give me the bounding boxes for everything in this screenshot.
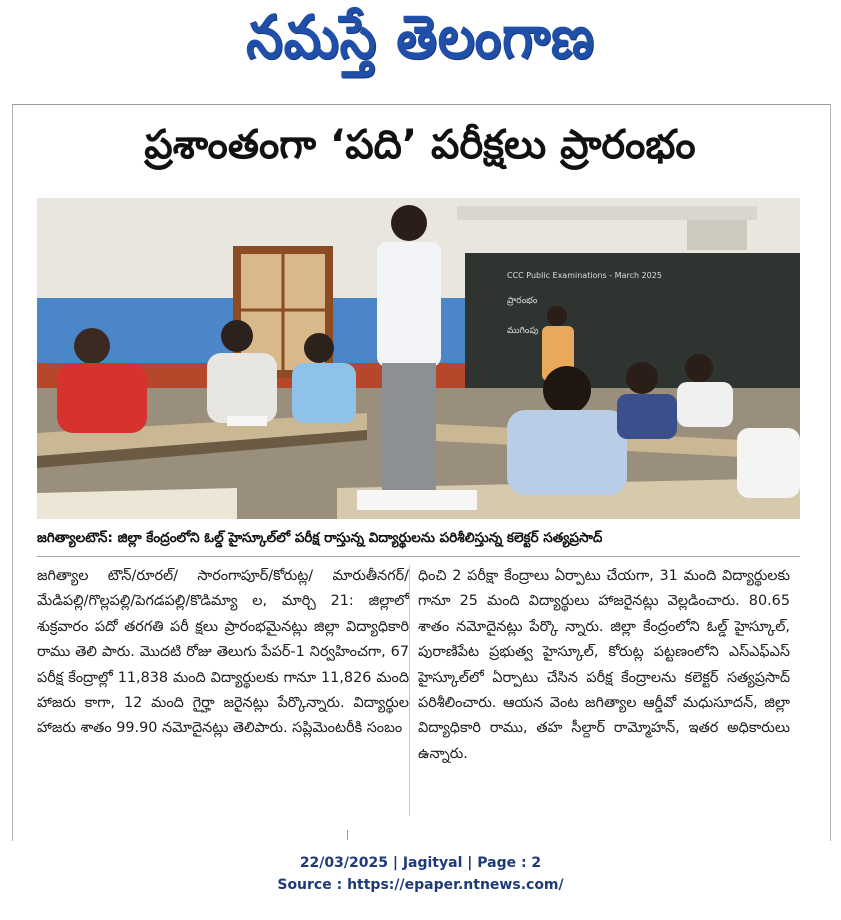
caption-text: జగిత్యాలటౌన్: జిల్లా కేంద్రంలోని ఓల్డ్ హైస్కూల్‌లో పరీక్ష రాస్తున్న విద్యార్థులను పరిశీలిస్తున్న కలెక్టర్ సత్యప్రసాద్: [37, 529, 603, 546]
footer-dateline: 22/03/2025 | Jagityal | Page : 2: [299, 855, 542, 871]
chalkboard-line-2: ప్రారంభం: [507, 296, 538, 306]
article-paragraph-2: ధించి 2 పరీక్షా కేంద్రాలు ఏర్పాటు చేయగా, 31 మంది విద్యార్థులకు గానూ 25 మంది విద్యార్థులు హాజరైనట్లు వెల్లడించారు. 80.65 శాతం నమోదైనట్లు పేర్కొ న్నారు. జిల్లా కేంద్రంలోని ఓల్డ్ హైస్కూల్, పురాణిపేట ప్రభుత్వ హైస్కూల్, కోరుట్ల పట్టణంలోని ఎస్ఎఫ్ఎస్ హైస్కూల్‌లో ఏర్పాటు చేసిన పరీక్ష కేంద్రాలను కలెక్టర్ సత్యప్రసాద్ పరిశీలించారు. ఆయన వెంట జగిత్యాల ఆర్డీవో మధుసూదన్, జిల్లా విద్యాధికారి రాము, తహ సీల్దార్ రామ్మోహన్, ఇతర అధికారులు ఉన్నారు.: [418, 568, 790, 762]
article-column-2: [418, 564, 790, 826]
article-paragraph-1: జగిత్యాల టౌన్/రూరల్/ సారంగాపూర్/కోరుట్ల/ మారుతీనగర్/మేడిపల్లి/గొల్లపల్లి/పెగడపల్లి/కొడిమ్యా ల, మార్చి 21: జిల్లాలో శుక్రవారం పదో తరగతి పరీ క్షలు ప్రారంభమైనట్లు జిల్లా విద్యాధికారి రాము తెలి పారు. మొదటి రోజు తెలుగు పేపర్-1 నిర్వహించగా, 67 పరీక్ష కేంద్రాల్లో 11,838 మంది విద్యార్థులకు గానూ 11,826 మంది హాజరు కాగా, 12 మంది గైర్హా జరైనట్లు పేర్కొన్నారు. విద్యార్థుల హాజరు శాతం 99.90 నమోదైనట్లు తెలిపారు. సప్లిమెంటరీకి సంబం: [37, 568, 409, 737]
caption-rule: [37, 556, 800, 557]
chalkboard-line-1: CCC Public Examinations - March 2025: [507, 271, 662, 280]
classroom-photo-illustration: [37, 198, 800, 519]
photo-caption: [37, 524, 800, 554]
headline-text: ప్రశాంతంగా ‘పది’ పరీక్షలు ప్రారంభం: [144, 122, 696, 168]
chalkboard-line-3: ముగింపు: [507, 326, 539, 336]
article-column-1: [37, 564, 409, 826]
footer-source: Source : https://epaper.ntnews.com/: [277, 877, 564, 893]
headline: [30, 118, 810, 182]
newspaper-logo: నమస్తే తెలంగాణ: [246, 3, 595, 73]
column-divider: [409, 566, 410, 816]
masthead: [0, 3, 841, 84]
news-photo: [37, 198, 800, 519]
footer: [0, 852, 841, 896]
bottom-marker: [347, 830, 408, 840]
